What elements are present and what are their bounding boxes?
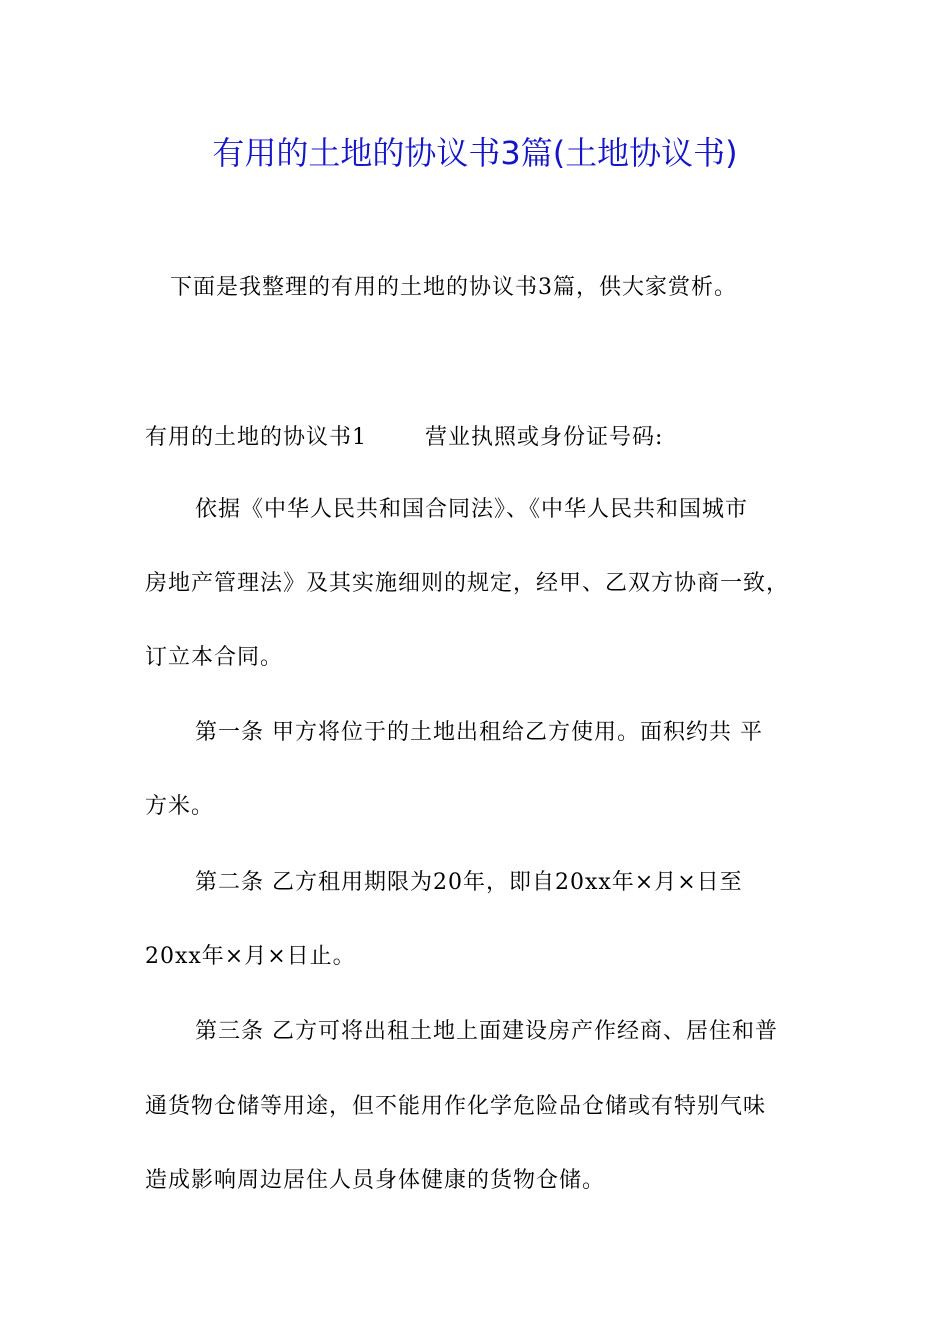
license-label: 营业执照或身份证号码: <box>425 425 664 450</box>
paragraph-1-line-1: 依据《中华人民共和国合同法》、《中华人民共和国城市 <box>195 497 749 522</box>
paragraph-2-line-2: 方米。 <box>145 794 215 819</box>
document-title: 有用的土地的协议书3篇(土地协议书) <box>212 134 738 172</box>
section-heading: 有用的土地的协议书1 <box>145 425 367 450</box>
paragraph-4-line-2: 通货物仓储等用途，但不能用作化学危险品仓储或有特别气味 <box>145 1094 767 1119</box>
paragraph-3-line-2: 20xx年×月×日止。 <box>145 944 356 969</box>
paragraph-4-line-3: 造成影响周边居住人员身体健康的货物仓储。 <box>145 1168 606 1193</box>
paragraph-1-line-3: 订立本合同。 <box>145 645 284 670</box>
paragraph-3-line-1: 第二条 乙方租用期限为20年，即自20xx年×月×日至 <box>195 870 743 895</box>
paragraph-4-line-1: 第三条 乙方可将出租土地上面建设房产作经商、居住和普 <box>195 1019 778 1044</box>
paragraph-2-line-1: 第一条 甲方将位于的土地出租给乙方使用。面积约共 平 <box>195 720 763 745</box>
intro-text: 下面是我整理的有用的土地的协议书3篇，供大家赏析。 <box>170 275 737 300</box>
paragraph-1-line-2: 房地产管理法》及其实施细则的规定，经甲、乙双方协商一致， <box>145 571 790 596</box>
